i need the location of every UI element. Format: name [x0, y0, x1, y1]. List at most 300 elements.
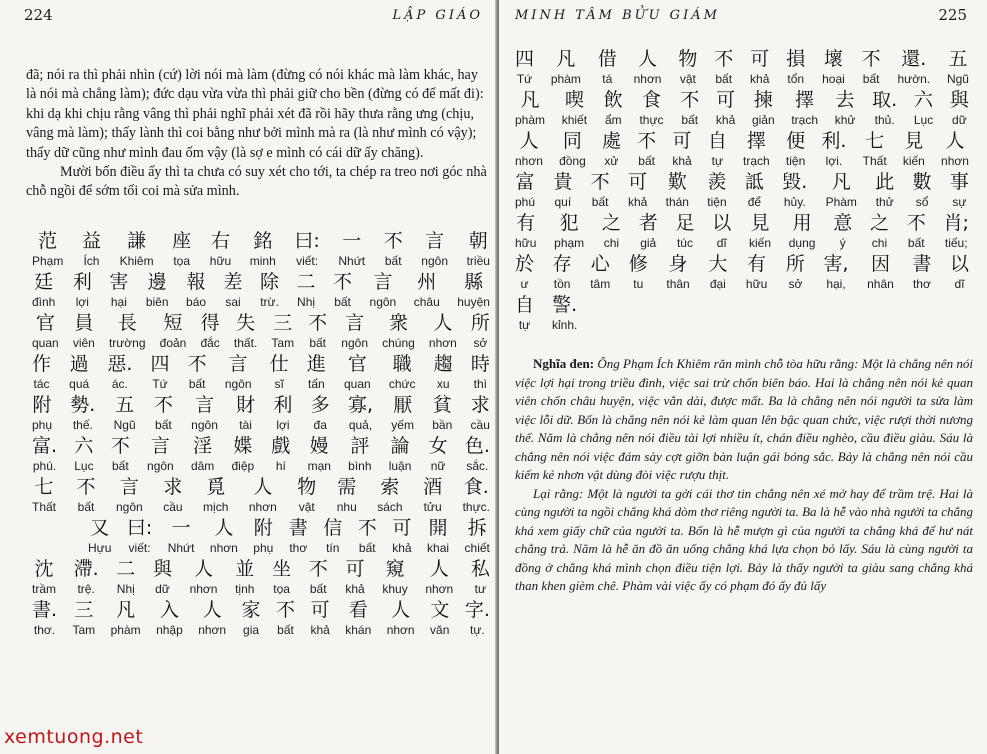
viet-reading: báo — [186, 295, 207, 309]
hanviet-cell — [822, 47, 845, 88]
viet-reading: tín — [326, 541, 340, 555]
han-character: 私 — [470, 558, 490, 580]
han-character: 五 — [115, 394, 135, 416]
han-character: 人 — [202, 599, 222, 621]
han-character: 取. — [872, 89, 898, 111]
hanviet-cell — [289, 516, 308, 557]
han-character: 不 — [187, 353, 207, 375]
han-character: 損 — [786, 48, 806, 70]
han-character: 七 — [34, 476, 54, 498]
hanviet-cell — [637, 129, 656, 170]
han-character: 坐 — [272, 558, 292, 580]
han-character: 女 — [428, 435, 448, 457]
hanviet-cell — [297, 475, 316, 516]
viet-reading: mịch — [203, 500, 229, 514]
hanviet-cell — [591, 170, 610, 211]
han-character: 文 — [430, 599, 450, 621]
viet-reading: Thất — [32, 500, 57, 514]
viet-reading: minh — [249, 254, 276, 268]
hanviet-cell — [950, 170, 969, 211]
han-character: 物 — [297, 476, 317, 498]
prose-paragraph-1: đã; nói ra thì phải nhìn (cứ) lời nói mà làm (đừng có nói khác mà làm khác, hay là nói mà chẳng làm); đức dạu vừa vừa thì phải giữ cho bền (đừng có để mất đi): khi dạ khi chịu rằng vâng thì phải nghĩ phải xét đã rồi hãy thưa rằng ưng (chịu, vâng mà làm); thấy lành thì coi bằng như bởi mình mà ra (là như mình có vậy); thấy dữ cũng như mình đau ốm vậy (là sợ e mình có cái dữ ấy chăng). — [26, 67, 484, 161]
notes-lead-label: Nghĩa đen: — [533, 356, 595, 371]
hanviet-cell — [188, 352, 207, 393]
han-character: 六 — [914, 89, 934, 111]
viet-reading: tấn — [307, 377, 325, 391]
hanviet-cell — [862, 47, 881, 88]
viet-reading: lợi — [75, 295, 89, 309]
hanviet-cell — [168, 516, 195, 557]
site-watermark[interactable]: xemtuong.net — [4, 726, 144, 748]
han-character: 進 — [306, 353, 326, 375]
viet-reading: kỉnh. — [552, 318, 578, 332]
han-character: 益 — [81, 230, 101, 252]
hanviet-cell — [515, 47, 534, 88]
viet-reading: bất — [277, 623, 294, 637]
hanviet-cell — [826, 170, 857, 211]
han-character: 可 — [345, 558, 365, 580]
han-character: 意 — [833, 212, 853, 234]
han-character: 歎 — [667, 171, 687, 193]
han-character: 員 — [74, 312, 94, 334]
hanviet-cell — [465, 598, 490, 639]
hanviet-cell — [743, 129, 770, 170]
viet-reading: Phạm — [32, 254, 64, 268]
han-character: 貴 — [553, 171, 573, 193]
hanviet-cell — [32, 229, 63, 270]
han-character: 時 — [470, 353, 490, 375]
hanviet-cell — [384, 229, 403, 270]
viet-reading: tự. — [470, 623, 485, 637]
viet-reading: bất — [309, 336, 327, 350]
hanviet-cell — [515, 211, 536, 252]
viet-reading: giản — [751, 113, 775, 127]
viet-reading: dĩ — [716, 236, 727, 250]
hanviet-cell — [749, 211, 771, 252]
hanviet-cell — [708, 129, 727, 170]
han-character: 媟 — [233, 435, 253, 457]
han-character: 范 — [38, 230, 58, 252]
viet-reading: ngôn — [147, 459, 174, 473]
han-character: 衆 — [388, 312, 408, 334]
right-page-number: 225 — [938, 6, 967, 24]
han-character: 不 — [357, 517, 377, 539]
viet-reading: cầu — [470, 418, 490, 432]
left-hanviet-row — [32, 393, 490, 434]
han-character: 右 — [210, 230, 230, 252]
hanviet-cell — [786, 47, 805, 88]
han-character: 字. — [464, 599, 490, 621]
hanviet-cell — [235, 557, 254, 598]
viet-reading: Ngũ — [113, 418, 136, 432]
han-character: 報 — [186, 271, 206, 293]
viet-reading: tọa — [173, 254, 191, 268]
notes-paragraph-2: Lại rằng: Một là người ta gởi cái thơ tin chẳng nên xé mở hay để trầm trệ. Hai là cùng người ta ngồi chẳng khá dòm thơ riêng người ta. Ba là hễ vào nhà người ta chẳng khá xem giấy chữ của người ta. Bốn là hễ mượn gì của người ta chẳng khá để hư nát chẳng trả. Năm là hễ ăn đồ ăn uống chẳng khá lựa chọn bỏ lấy. Sáu là cùng người ta đồng ở chẳng khá mình chọn điều tiện lợi. Bảy là thấy người ta giàu sang chẳng khá than khen gièm chê. Phàm vài việc ấy có phạm đó ấy đủ lấy — [515, 485, 973, 593]
viet-reading: Lục — [74, 459, 94, 473]
han-character: 寡, — [347, 394, 374, 416]
han-character: 言 — [150, 435, 170, 457]
viet-reading: nhơn — [425, 582, 454, 596]
han-character: 厭 — [393, 394, 413, 416]
viet-reading: nữ — [430, 459, 446, 473]
right-hanviet-row — [515, 211, 969, 252]
viet-reading: nhơn — [198, 623, 227, 637]
viet-reading: ngôn — [341, 336, 368, 350]
notes-paragraph-1-text: Ông Phạm Ích Khiêm răn mình chỗ tòa hữu rằng: Một là chẳng nên nói việc lợi hại trong triều đình, việc sai trừ chốn biên báo. Hai là chẳng nên nói kẻ quan viên chốn châu huyện, việc vắn dài, được mất. Ba là chẳng nên nói người ta sửa làm việc lỗi dữ. Bốn là chẳng nên nói kẻ làm quan lên bậc quan chức, việc rượi thời nương thế. Năm là chẳng nên nói điều tài lợi nhiều ít, chán điều nghèo, cầu điều giàu. Sáu là chẳng nên nói việc đám sày cợt giỡn bàn luận gái bóng sắc. Bảy là chẳng nên nói cầu kiếm kẻ nhơn vật dùng đòi việc rượu thịt. — [515, 356, 973, 482]
han-character: 人 — [429, 558, 449, 580]
han-character: 處 — [601, 130, 621, 152]
han-character: 飲 — [603, 89, 623, 111]
han-character: 求 — [163, 476, 183, 498]
viet-reading: bất — [681, 113, 699, 127]
han-character: 富 — [515, 171, 535, 193]
viet-reading: hữu — [745, 277, 768, 291]
viet-reading: Tứ — [516, 72, 533, 86]
viet-reading: phụ — [253, 541, 274, 555]
viet-reading: khả — [392, 541, 412, 555]
hanviet-cell — [370, 270, 397, 311]
han-character: 勢. — [70, 394, 96, 416]
hanviet-cell — [73, 311, 95, 352]
viet-reading: ngôn — [421, 254, 448, 268]
viet-reading: thế. — [72, 418, 93, 432]
viet-reading: tiện — [785, 154, 806, 168]
viet-reading: ác. — [111, 377, 128, 391]
han-character: 害 — [109, 271, 129, 293]
hanviet-cell — [236, 393, 255, 434]
viet-reading: dữ — [952, 113, 967, 127]
viet-reading: bất — [591, 195, 609, 209]
hanviet-cell — [562, 88, 587, 129]
han-character: 利 — [72, 271, 92, 293]
han-character: 一 — [171, 517, 191, 539]
han-character: 得 — [200, 312, 220, 334]
hanviet-cell — [32, 352, 51, 393]
hanviet-cell — [344, 352, 371, 393]
viet-reading: tư — [474, 582, 487, 596]
hanviet-cell — [88, 516, 111, 557]
hanviet-cell — [114, 393, 136, 434]
hanviet-cell — [678, 47, 697, 88]
viet-reading: phạm — [554, 236, 585, 250]
right-running-head: MINH TÂM BỬU GIÁM — [515, 8, 720, 23]
han-character: 毀. — [782, 171, 808, 193]
han-character: 不 — [153, 394, 173, 416]
viet-reading: thơ. — [33, 623, 56, 637]
han-character: 害, — [823, 253, 849, 275]
hanviet-cell — [872, 88, 897, 129]
viet-reading: hữu — [515, 236, 537, 250]
viet-reading: hại, — [826, 277, 846, 291]
han-character: 入 — [159, 599, 179, 621]
han-character: 言 — [195, 394, 215, 416]
viet-reading: quả, — [348, 418, 373, 432]
hanviet-cell — [345, 598, 371, 639]
han-character: 去 — [835, 89, 855, 111]
han-character: 言 — [345, 312, 365, 334]
hanviet-cell — [294, 229, 319, 270]
hanviet-cell — [903, 129, 925, 170]
viet-reading: đình — [32, 295, 56, 309]
hanviet-cell — [323, 516, 342, 557]
hanviet-cell — [338, 229, 365, 270]
hanviet-cell — [250, 229, 276, 270]
hanviet-cell — [333, 270, 352, 311]
han-character: 自 — [515, 294, 535, 316]
han-character: 借 — [597, 48, 617, 70]
hanviet-cell — [786, 129, 805, 170]
han-character: 可 — [392, 517, 412, 539]
hanviet-cell — [429, 311, 457, 352]
han-character: 朝 — [468, 230, 488, 252]
viet-reading: phàm — [110, 623, 141, 637]
han-character: 凡 — [556, 48, 576, 70]
viet-reading: trệ. — [77, 582, 95, 596]
viet-reading: Lục — [913, 113, 934, 127]
hanviet-cell — [272, 557, 291, 598]
viet-reading: tác — [33, 377, 50, 391]
hanviet-cell — [249, 475, 277, 516]
han-character: 失 — [236, 312, 256, 334]
han-character: 官 — [35, 312, 55, 334]
hanviet-cell — [198, 598, 226, 639]
han-character: 因 — [870, 253, 890, 275]
viet-reading: khiết — [561, 113, 588, 127]
han-character: 求 — [470, 394, 490, 416]
right-hanviet-row — [515, 47, 969, 88]
viet-reading: chi — [603, 236, 620, 250]
left-hanviet-row — [32, 311, 490, 352]
hanviet-cell — [358, 516, 377, 557]
hanviet-cell — [348, 434, 371, 475]
viet-reading: châu — [413, 295, 440, 309]
hanviet-cell — [629, 252, 648, 293]
left-hanviet-blocks — [32, 229, 490, 639]
hanviet-cell — [950, 88, 969, 129]
han-character: 警. — [552, 294, 578, 316]
viet-reading: Tứ — [152, 377, 168, 391]
hanviet-cell — [225, 352, 252, 393]
hanviet-cell — [944, 211, 969, 252]
han-character: 附 — [253, 517, 273, 539]
hanviet-cell — [32, 475, 56, 516]
viet-reading: sách — [377, 500, 403, 514]
hanviet-cell — [120, 229, 154, 270]
han-character: 不 — [76, 476, 96, 498]
viet-reading: thực — [639, 113, 664, 127]
viet-reading: tá — [602, 72, 613, 86]
hanviet-cell — [639, 88, 663, 129]
viet-reading: hí — [275, 459, 286, 473]
viet-reading: thán — [665, 195, 689, 209]
viet-reading: đại — [709, 277, 726, 291]
hanviet-cell — [471, 311, 490, 352]
viet-reading: sở — [473, 336, 488, 350]
viet-reading: sắc. — [466, 459, 489, 473]
hanviet-cell — [604, 88, 623, 129]
right-hanviet-row — [515, 129, 969, 170]
hanviet-cell — [387, 598, 415, 639]
viet-reading: khử — [834, 113, 856, 127]
viet-reading: tịnh — [235, 582, 255, 596]
viet-reading: bất — [155, 418, 172, 432]
right-hanviet-row — [515, 170, 969, 211]
viet-reading: bất — [862, 72, 880, 86]
viet-reading: gia — [243, 623, 260, 637]
hanviet-cell — [72, 598, 95, 639]
hanviet-cell — [914, 88, 933, 129]
han-character: 還. — [901, 48, 927, 70]
hanviet-cell — [297, 270, 316, 311]
hanviet-cell — [32, 598, 57, 639]
viet-reading: đắc — [200, 336, 220, 350]
hanviet-cell — [382, 311, 415, 352]
hanviet-cell — [867, 252, 894, 293]
viet-reading: khả — [345, 582, 365, 596]
viet-reading: khả — [715, 113, 736, 127]
hanviet-cell — [234, 311, 257, 352]
hanviet-cell — [714, 47, 733, 88]
viet-reading: nhu — [336, 500, 357, 514]
han-character: 不 — [714, 48, 734, 70]
hanviet-cell — [276, 598, 295, 639]
han-character: 不 — [308, 312, 328, 334]
viet-reading: chức — [388, 377, 416, 391]
han-character: 除 — [260, 271, 280, 293]
viet-reading: Ích — [83, 254, 100, 268]
han-character: 七 — [865, 130, 885, 152]
left-hanviet-row — [40, 516, 490, 557]
hanviet-cell — [111, 598, 141, 639]
viet-reading: thực. — [462, 500, 490, 514]
viet-reading: nhơn — [428, 336, 457, 350]
viet-reading: chiết — [464, 541, 490, 555]
viet-reading: tu — [633, 277, 644, 291]
han-character: 四 — [150, 353, 170, 375]
hanviet-cell — [716, 88, 735, 129]
han-character: 心 — [590, 253, 610, 275]
han-character: 索 — [380, 476, 400, 498]
viet-reading: ý — [839, 236, 846, 250]
hanviet-cell — [116, 475, 143, 516]
han-character: 以 — [949, 253, 969, 275]
viet-reading: viên — [72, 336, 95, 350]
hanviet-cell — [432, 393, 452, 434]
hanviet-cell — [835, 88, 856, 129]
hanviet-cell — [471, 557, 490, 598]
han-character: 銘 — [253, 230, 273, 252]
hanviet-cell — [457, 270, 490, 311]
han-character: 修 — [628, 253, 648, 275]
hanviet-cell — [833, 211, 852, 252]
hanviet-cell — [672, 129, 691, 170]
han-character: 不 — [308, 558, 328, 580]
hanviet-cell — [82, 229, 101, 270]
han-character: 人 — [253, 476, 273, 498]
viet-reading: lợi. — [825, 154, 843, 168]
hanviet-cell — [823, 252, 848, 293]
hanviet-cell — [791, 88, 818, 129]
hanviet-cell — [666, 170, 689, 211]
hanviet-cell — [382, 557, 407, 598]
han-character: 並 — [235, 558, 255, 580]
han-character: 事 — [949, 171, 969, 193]
han-character: 座 — [172, 230, 192, 252]
han-character: 五 — [948, 48, 968, 70]
hanviet-cell — [430, 598, 449, 639]
han-character: 人 — [638, 48, 658, 70]
right-hanviet-row — [515, 252, 969, 293]
han-character: 所 — [470, 312, 490, 334]
left-hanviet-row — [32, 229, 490, 270]
viet-reading: nhơn — [941, 154, 969, 168]
viet-reading: Nhứt — [167, 541, 195, 555]
han-character: 書 — [288, 517, 308, 539]
han-character: 人 — [945, 130, 965, 152]
hanviet-cell — [309, 557, 328, 598]
viet-reading: nhơn — [209, 541, 238, 555]
han-character: 多 — [310, 394, 330, 416]
hanviet-cell — [210, 516, 238, 557]
viet-reading: Hựu — [88, 541, 112, 555]
hanviet-cell — [151, 352, 170, 393]
han-character: 嫚 — [309, 435, 329, 457]
left-hanviet-row — [32, 352, 490, 393]
viet-reading: tâm — [590, 277, 611, 291]
han-character: 同 — [562, 130, 582, 152]
viet-reading: nhơn — [515, 154, 543, 168]
hanviet-cell — [242, 598, 261, 639]
han-character: 大 — [708, 253, 728, 275]
viet-reading: tự — [518, 318, 531, 332]
viet-reading: biên — [145, 295, 169, 309]
right-hanviet-row — [515, 88, 969, 129]
viet-reading: viết: — [296, 254, 319, 268]
hanviet-cell — [712, 211, 731, 252]
viet-reading: mạn — [307, 459, 331, 473]
hanviet-cell — [163, 475, 182, 516]
han-character: 食 — [641, 89, 661, 111]
hanviet-cell — [675, 211, 694, 252]
han-character: 不 — [110, 435, 130, 457]
viet-reading: phú. — [32, 459, 57, 473]
han-character: 可 — [716, 89, 736, 111]
hanviet-cell — [107, 352, 132, 393]
han-character: 一 — [342, 230, 362, 252]
han-character: 羨 — [707, 171, 727, 193]
hanviet-cell — [111, 434, 130, 475]
viet-reading: khả — [310, 623, 330, 637]
hanviet-cell — [32, 434, 57, 475]
hanviet-cell — [634, 47, 662, 88]
hanviet-cell — [750, 47, 769, 88]
han-character: 數 — [912, 171, 932, 193]
hanviet-cell — [377, 475, 402, 516]
viet-reading: phú — [515, 195, 536, 209]
hanviet-cell — [950, 252, 969, 293]
hanviet-cell — [253, 516, 273, 557]
hanviet-cell — [310, 598, 329, 639]
han-character: 者 — [638, 212, 658, 234]
viet-reading: giả — [640, 236, 657, 250]
viet-reading: tiếu; — [944, 236, 968, 250]
han-character: 可 — [628, 171, 648, 193]
hanviet-cell — [870, 211, 889, 252]
han-character: 開 — [428, 517, 448, 539]
hanviet-cell — [156, 598, 183, 639]
han-character: 戲 — [271, 435, 291, 457]
hanviet-cell — [666, 252, 689, 293]
